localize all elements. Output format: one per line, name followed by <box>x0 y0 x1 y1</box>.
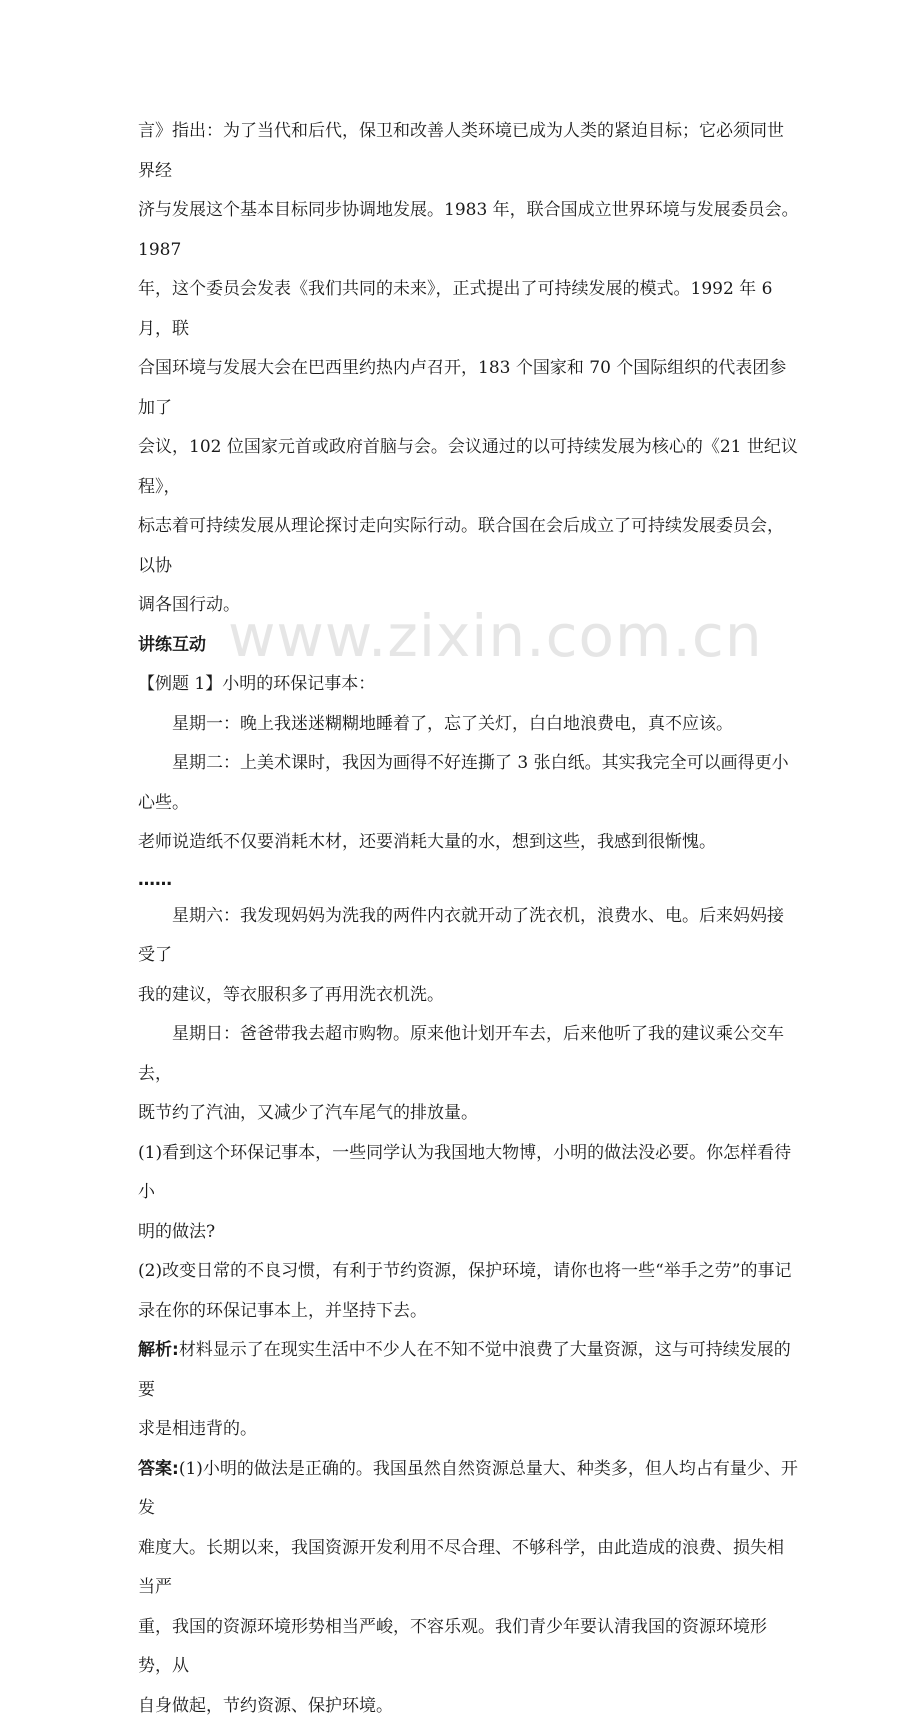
analysis-label: 解析: <box>138 1340 179 1360</box>
text-line: (2)改变日常的不良习惯，有利于节约资源，保护环境，请你也将一些“举手之劳”的事记 <box>138 1252 800 1292</box>
answer-label: 答案: <box>138 1459 179 1479</box>
text-line: 年，这个委员会发表《我们共同的未来》，正式提出了可持续发展的模式。1992 年 6 月，联 <box>138 270 800 349</box>
text-line: 合国环境与发展大会在巴西里约热内卢召开，183 个国家和 70 个国际组织的代表团参加了 <box>138 349 800 428</box>
diary-entry-monday <box>138 705 800 745</box>
text-line: 星期六：我发现妈妈为洗我的两件内衣就开动了洗衣机，浪费水、电。后来妈妈接受了 <box>138 897 800 976</box>
text-line: (1)看到这个环保记事本，一些同学认为我国地大物博，小明的做法没必要。你怎样看待小 <box>138 1134 800 1213</box>
ellipsis: …… <box>138 863 800 897</box>
section-heading: 讲练互动 <box>138 626 800 666</box>
question-1 <box>138 1134 800 1253</box>
text-line: 既节约了汽油，又减少了汽车尾气的排放量。 <box>138 1094 800 1134</box>
analysis-text: 材料显示了在现实生活中不少人在不知不觉中浪费了大量资源，这与可持续发展的要 <box>138 1340 791 1400</box>
text-line: 言》指出：为了当代和后代，保卫和改善人类环境已成为人类的紧迫目标；它必须同世界经 <box>138 112 800 191</box>
text-line: 星期一：晚上我迷迷糊糊地睡着了，忘了关灯，白白地浪费电，真不应该。 <box>138 705 800 745</box>
answer-text: (1)小明的做法是正确的。我国虽然自然资源总量大、种类多，但人均占有量少、开发 <box>138 1459 798 1519</box>
text-line: 标志着可持续发展从理论探讨走向实际行动。联合国在会后成立了可持续发展委员会，以协 <box>138 507 800 586</box>
question-2 <box>138 1252 800 1331</box>
example-title: 【例题 1】小明的环保记事本： <box>138 665 800 705</box>
text-line: 重，我国的资源环境形势相当严峻，不容乐观。我们青少年要认清我国的资源环境形势，从 <box>138 1608 800 1687</box>
text-line: 调各国行动。 <box>138 586 800 626</box>
diary-entry-tuesday <box>138 744 800 863</box>
diary-entry-saturday <box>138 897 800 1016</box>
text-line: 我的建议，等衣服积多了再用洗衣机洗。 <box>138 976 800 1016</box>
analysis <box>138 1331 800 1450</box>
text-line: 会议，102 位国家元首或政府首脑与会。会议通过的以可持续发展为核心的《21 世纪议程》， <box>138 428 800 507</box>
answer <box>138 1450 800 1726</box>
text-line <box>138 1331 800 1410</box>
watermark: www.zixin.com.cn <box>228 602 763 670</box>
text-line: 老师说造纸不仅要消耗木材，还要消耗大量的水，想到这些，我感到很惭愧。 <box>138 823 800 863</box>
text-line: 星期日：爸爸带我去超市购物。原来他计划开车去，后来他听了我的建议乘公交车去， <box>138 1015 800 1094</box>
text-line <box>138 1450 800 1529</box>
text-line: 济与发展这个基本目标同步协调地发展。1983 年，联合国成立世界环境与发展委员会。1987 <box>138 191 800 270</box>
document-content <box>138 112 800 1726</box>
text-line: 星期二：上美术课时，我因为画得不好连撕了 3 张白纸。其实我完全可以画得更小心些。 <box>138 744 800 823</box>
text-line: 难度大。长期以来，我国资源开发利用不尽合理、不够科学，由此造成的浪费、损失相当严 <box>138 1529 800 1608</box>
text-line: 求是相违背的。 <box>138 1410 800 1450</box>
text-line: 明的做法? <box>138 1213 800 1253</box>
text-line: 录在你的环保记事本上，并坚持下去。 <box>138 1292 800 1332</box>
diary-entry-sunday <box>138 1015 800 1134</box>
text-line: 自身做起，节约资源、保护环境。 <box>138 1687 800 1726</box>
intro-paragraph <box>138 112 800 626</box>
